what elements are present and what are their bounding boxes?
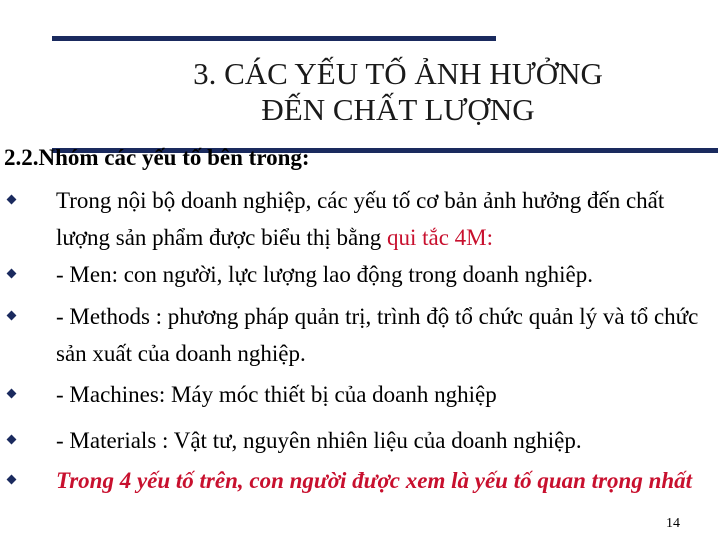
bullet-text: - Methods : phương pháp quản trị, trình độ tổ chức quản lý và tổ chức sản xuất của doanh nghiệp. [56, 304, 699, 366]
bullet-item-materials [4, 422, 716, 459]
page-number: 14 [666, 516, 680, 531]
bullet-text: - Men: con người, lực lượng lao động trong doanh nghiêp. [56, 262, 593, 287]
bullet-text: - Machines: Máy móc thiết bị của doanh nghiệp [56, 382, 497, 407]
diamond-bullet-icon [7, 269, 17, 279]
diamond-bullet-icon [7, 435, 17, 445]
bullet-item-methods [4, 298, 716, 372]
section-subtitle: 2.2.Nhóm các yếu tố bên trong: [4, 145, 310, 170]
diamond-bullet-icon [7, 389, 17, 399]
slide-title [118, 56, 678, 128]
bullet-text: Trong 4 yếu tố trên, con người được xem là yếu tố quan trọng nhất [56, 468, 693, 493]
diamond-bullet-icon [7, 195, 17, 205]
top-rule [52, 36, 496, 41]
title-line-1: 3. CÁC YẾU TỐ ẢNH HƯỞNG [193, 56, 603, 91]
diamond-bullet-icon [7, 311, 17, 321]
bullet-text: Trong nội bộ doanh nghiệp, các yếu tố cơ bản ảnh hưởng đến chất lượng sản phẩm được biểu thị bằng qui tắc 4M: [56, 188, 665, 250]
bullet-item-4m [4, 182, 716, 256]
bullet-item-men [4, 256, 716, 293]
bullet-item-conclusion [4, 462, 716, 499]
bullet-item-machines [4, 376, 716, 413]
diamond-bullet-icon [7, 475, 17, 485]
highlight-4m: qui tắc 4M: [386, 225, 493, 250]
bullet-text: - Materials : Vật tư, nguyên nhiên liệu của doanh nghiệp. [56, 428, 582, 453]
title-line-2: ĐẾN CHẤT LƯỢNG [261, 92, 535, 127]
